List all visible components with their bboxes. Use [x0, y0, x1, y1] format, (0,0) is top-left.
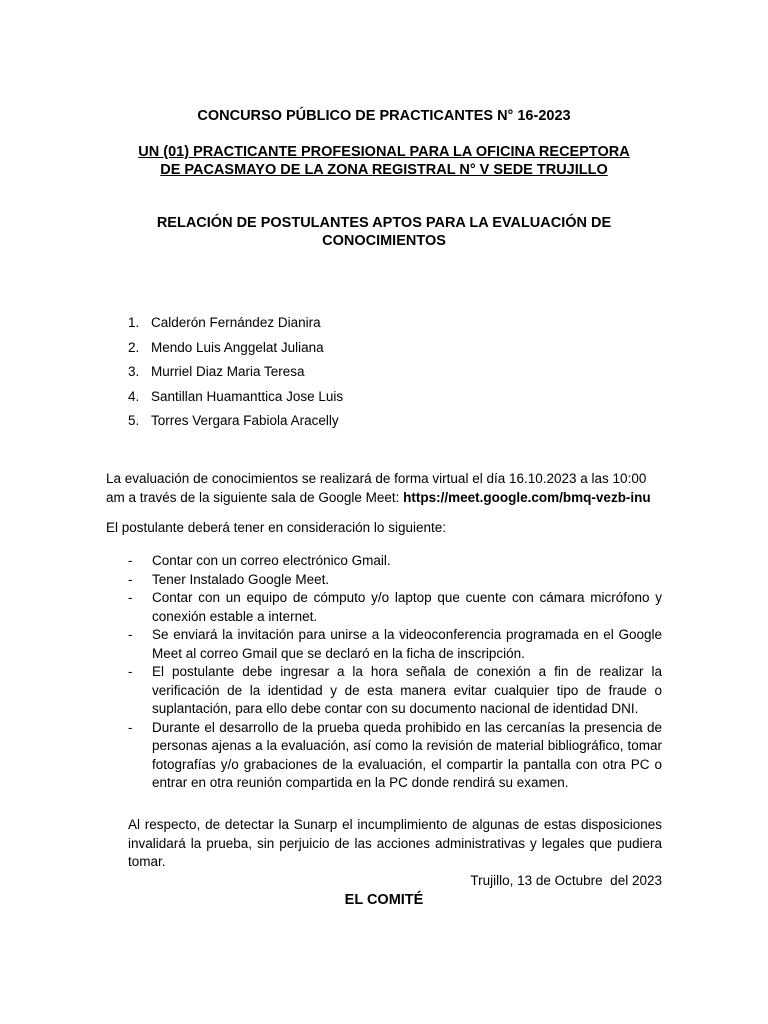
requirement-text: Contar con un equipo de cómputo y/o laptop que cuente con cámara micrófono y conexión estable a internet.	[152, 590, 662, 624]
applicant-number: 3.	[128, 364, 140, 379]
requirement-item	[128, 663, 662, 719]
closing-paragraph: Al respecto, de detectar la Sunarp el incumplimiento de algunas de estas disposiciones invalidará la prueba, sin perjuicio de las acciones administrativas y legales que pudiera tomar.	[128, 817, 662, 869]
meet-link[interactable]: https://meet.google.com/bmq-vezb-inu	[403, 489, 651, 505]
requirement-item	[128, 571, 662, 590]
bullet-dash: -	[128, 571, 133, 587]
evaluation-text-line1: La evaluación de conocimientos se realizará de forma virtual el día 16.10.2023 a las 10:00	[106, 471, 647, 486]
requirement-text: Se enviará la invitación para unirse a la videoconferencia programada en el Google Meet al correo Gmail que se declaró en la ficha de inscripción.	[152, 627, 662, 661]
applicant-item	[128, 412, 343, 437]
requirement-text: El postulante debe ingresar a la hora señala de conexión a fin de realizar la verificación de la identidad y de esta manera evitar cualquier tipo de fraude o suplantación, para ello debe contar con su documento nacional de identidad DNI.	[152, 664, 662, 716]
applicant-item	[128, 388, 343, 413]
list-title-line1: RELACIÓN DE POSTULANTES APTOS PARA LA EVALUACIÓN DE	[156, 215, 612, 231]
requirement-item	[128, 626, 662, 663]
applicant-list	[128, 314, 343, 437]
consider-intro: El postulante deberá tener en consideración lo siguiente:	[106, 520, 446, 535]
requirement-text: Tener Instalado Google Meet.	[152, 571, 330, 587]
applicant-name: Murriel Diaz Maria Teresa	[151, 364, 305, 379]
bullet-dash: -	[128, 664, 133, 679]
list-title-line2: CONOCIMIENTOS	[322, 233, 446, 249]
contest-title: CONCURSO PÚBLICO DE PRACTICANTES N° 16-2023	[197, 108, 571, 124]
bullet-dash: -	[128, 590, 133, 605]
requirement-item	[128, 589, 662, 626]
evaluation-text-line2-row	[106, 489, 662, 508]
applicant-number: 1.	[128, 315, 140, 330]
evaluation-text-line2: am a través de la siguiente sala de Google Meet:	[106, 489, 404, 505]
applicant-name: Santillan Huamanttica Jose Luis	[151, 388, 344, 404]
requirements-list	[128, 552, 662, 793]
applicant-item	[128, 314, 343, 339]
applicant-name: Torres Vergara Fabiola Aracelly	[151, 413, 339, 428]
bullet-dash: -	[128, 627, 133, 642]
bullet-dash: -	[128, 719, 133, 735]
applicant-name: Calderón Fernández Dianira	[151, 315, 321, 330]
position-title-line2: DE PACASMAYO DE LA ZONA REGISTRAL N° V SEDE TRUJILLO	[160, 162, 608, 178]
date-line: Trujillo, 13 de Octubre del 2023	[470, 873, 662, 888]
applicant-name: Mendo Luis Anggelat Juliana	[151, 339, 324, 355]
requirement-text: Contar con un correo electrónico Gmail.	[152, 553, 391, 568]
applicant-item	[128, 363, 343, 388]
requirement-item	[128, 552, 662, 571]
applicant-item	[128, 339, 343, 364]
requirement-text: Durante el desarrollo de la prueba queda prohibido en las cercanías la presencia de personas ajenas a la evaluación, así como la revisión de material bibliográfico, tomar fotografías y/o grabaciones de la evaluación, el compartir la pantalla con otra PC o entrar en otra reunión compartida en la PC donde rendirá su examen.	[152, 719, 662, 790]
applicant-number: 4.	[128, 388, 140, 404]
applicant-number: 2.	[128, 339, 140, 355]
bullet-dash: -	[128, 553, 133, 568]
applicant-number: 5.	[128, 413, 140, 428]
requirement-item	[128, 719, 662, 793]
signature: EL COMITÉ	[344, 892, 424, 908]
position-title-line1: UN (01) PRACTICANTE PROFESIONAL PARA LA OFICINA RECEPTORA	[138, 144, 630, 160]
evaluation-paragraph	[106, 470, 662, 507]
